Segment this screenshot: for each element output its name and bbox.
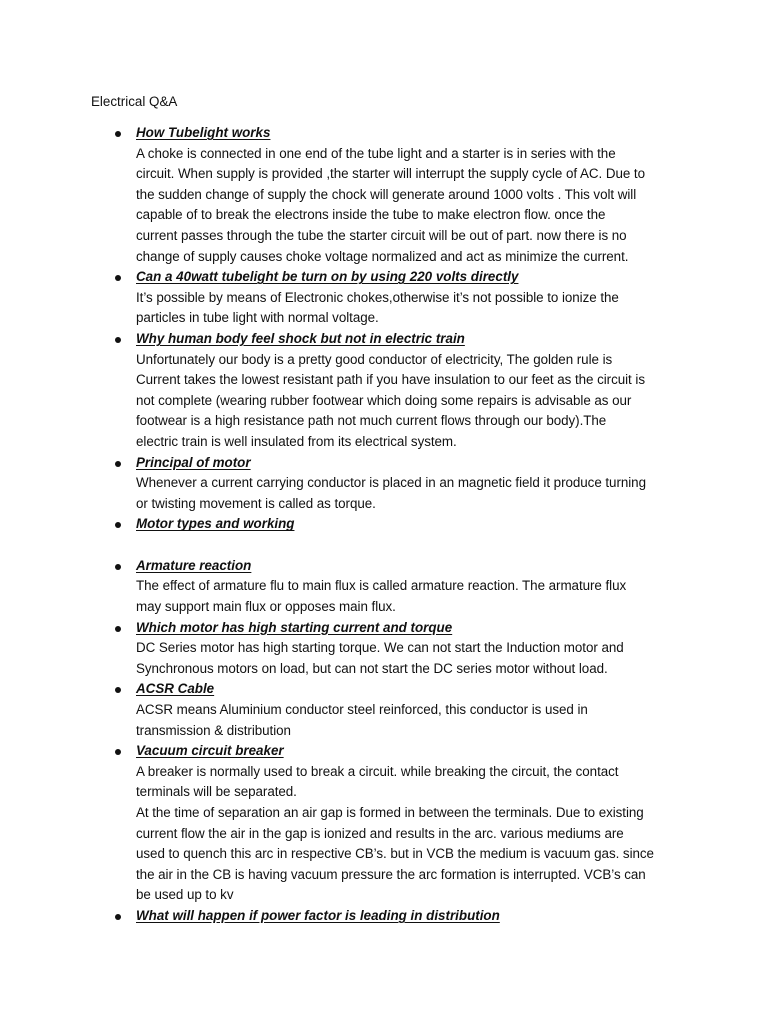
answer-line: ACSR means Aluminium conductor steel reinforced, this conductor is used in [136, 702, 588, 718]
answer-line: Unfortunately our body is a pretty good conductor of electricity, The golden rule is [136, 351, 613, 367]
empty-answer-space [136, 535, 681, 556]
qa-item-how-tubelight-works [136, 123, 681, 267]
answer-line: used to quench this arc in respective CB’s. but in VCB the medium is vacuum gas. since [136, 846, 654, 862]
bullet-icon [115, 687, 121, 693]
question-heading: Which motor has high starting current and torque [136, 619, 453, 635]
answer-line: circuit. When supply is provided ,the starter will interrupt the supply cycle of AC. Due to [136, 166, 645, 182]
answer-text [136, 762, 681, 906]
bullet-icon [115, 914, 121, 920]
question-heading: Principal of motor [136, 454, 251, 470]
document-title: Electrical Q&A [91, 94, 178, 109]
answer-line: not complete (wearing rubber footwear which doing some repairs is advisable as our [136, 392, 632, 408]
question-heading: Why human body feel shock but not in electric train [136, 330, 465, 346]
question-heading: Motor types and working [136, 516, 295, 532]
answer-text [136, 350, 681, 453]
answer-line: terminals will be separated. [136, 784, 297, 800]
answer-line: A breaker is normally used to break a circuit. while breaking the circuit, the contact [136, 763, 619, 779]
answer-line: may support main flux or opposes main flux. [136, 599, 396, 615]
bullet-icon [115, 275, 121, 281]
answer-line: current passes through the tube the starter circuit will be out of part. now there is no [136, 227, 627, 243]
answer-line: transmission & distribution [136, 722, 291, 738]
qa-item-human-body-shock [136, 329, 681, 453]
answer-line: Current takes the lowest resistant path if you have insulation to our feet as the circuit is [136, 372, 645, 388]
answer-line: At the time of separation an air gap is formed in between the terminals. Due to existing [136, 805, 644, 820]
qa-item-principal-of-motor [136, 453, 681, 515]
bullet-icon [115, 337, 121, 343]
answer-line: footwear is a high resistance path not much current flows through our body).The [136, 413, 607, 429]
qa-item-40watt-tubelight [136, 267, 681, 329]
answer-text [136, 638, 681, 679]
answer-line: or twisting movement is called as torque. [136, 495, 376, 511]
bullet-icon [115, 749, 121, 755]
question-heading: ACSR Cable [136, 681, 215, 697]
question-heading: Armature reaction [136, 557, 252, 573]
question-heading: Can a 40watt tubelight be turn on by using 220 volts directly [136, 269, 519, 285]
qa-item-motor-types [136, 514, 681, 556]
question-heading: How Tubelight works [136, 125, 271, 140]
answer-line: Whenever a current carrying conductor is placed in an magnetic field it produce turning [136, 475, 646, 491]
answer-line: Synchronous motors on load, but can not start the DC series motor without load. [136, 660, 608, 676]
answer-line: It’s possible by means of Electronic chokes,otherwise it’s not possible to ionize the [136, 289, 619, 305]
bullet-icon [115, 522, 121, 528]
qa-item-vacuum-circuit-breaker [136, 741, 681, 906]
answer-text [136, 700, 681, 741]
answer-line: the sudden change of supply the chock will generate around 1000 volts . This volt will [136, 186, 637, 202]
question-heading: What will happen if power factor is leading in distribution [136, 907, 500, 923]
bullet-icon [115, 131, 121, 137]
answer-text [136, 144, 681, 268]
answer-line: electric train is well insulated from its electrical system. [136, 433, 457, 449]
bullet-icon [115, 461, 121, 467]
answer-line: The effect of armature flu to main flux is called armature reaction. The armature flux [136, 578, 627, 594]
answer-line: be used up to kv [136, 887, 234, 903]
answer-line: the air in the CB is having vacuum pressure the arc formation is interrupted. VCB’s can [136, 866, 646, 882]
bullet-icon [115, 564, 121, 570]
answer-line: particles in tube light with normal voltage. [136, 310, 379, 326]
answer-line: DC Series motor has high starting torque. We can not start the Induction motor and [136, 640, 624, 656]
bullet-icon [115, 626, 121, 632]
answer-text [136, 473, 681, 514]
qa-item-leading-power-factor [136, 906, 681, 927]
answer-text [136, 288, 681, 329]
question-heading: Vacuum circuit breaker [136, 743, 284, 759]
answer-line: capable of to break the electrons inside the tube to make electron flow. once the [136, 207, 606, 223]
qa-item-acsr-cable [136, 679, 681, 741]
answer-text [136, 576, 681, 617]
qa-list [136, 123, 681, 927]
qa-item-starting-current-torque [136, 618, 681, 680]
answer-line: A choke is connected in one end of the tube light and a starter is in series with the [136, 145, 616, 161]
answer-line: change of supply causes choke voltage normalized and act as minimize the current. [136, 248, 629, 264]
answer-line: current flow the air in the gap is ionized and results in the arc. various mediums are [136, 825, 624, 841]
qa-item-armature-reaction [136, 556, 681, 618]
